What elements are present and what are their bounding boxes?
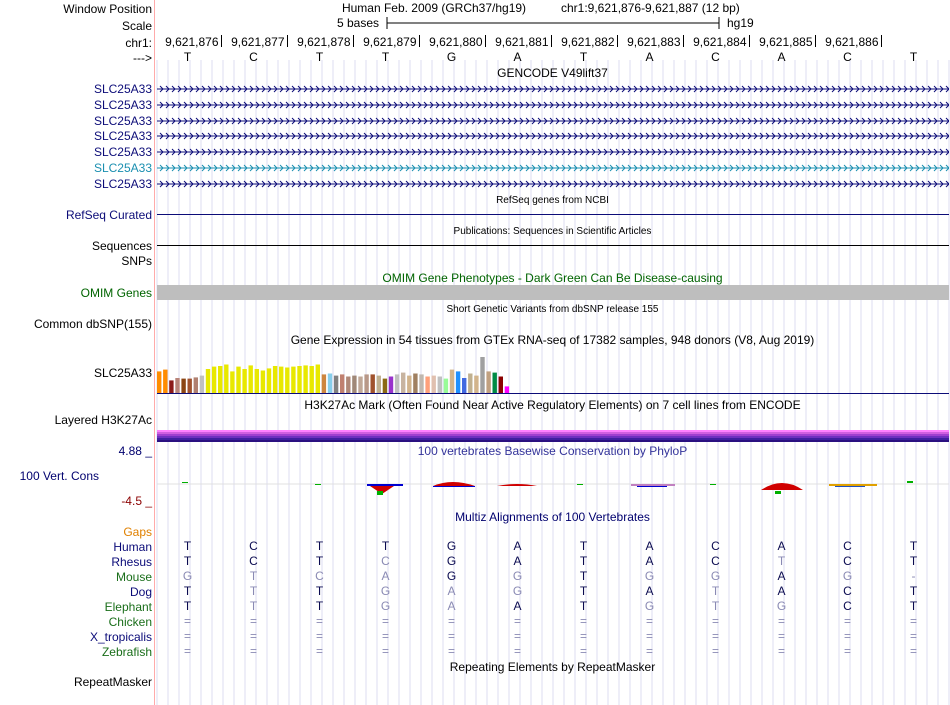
transcript-label[interactable]: SLC25A33 bbox=[93, 129, 152, 143]
species-base: T bbox=[315, 539, 324, 553]
gtex-tissue-bar[interactable] bbox=[206, 369, 210, 393]
species-base: T bbox=[579, 554, 588, 568]
h3k27ac-layered-signal[interactable] bbox=[157, 430, 949, 442]
snps-track-label[interactable]: SNPs bbox=[121, 254, 152, 268]
gtex-tissue-bar[interactable] bbox=[303, 365, 307, 393]
species-base: A bbox=[645, 554, 654, 568]
transcript-label[interactable]: SLC25A33 bbox=[93, 98, 152, 112]
gtex-tissue-bar[interactable] bbox=[444, 379, 448, 393]
gtex-tissue-bar[interactable] bbox=[188, 379, 192, 393]
gtex-tissue-bar[interactable] bbox=[346, 377, 350, 394]
species-base: A bbox=[513, 599, 522, 613]
transcript-label[interactable]: SLC25A33 bbox=[93, 177, 152, 191]
reference-base: C bbox=[711, 50, 720, 64]
gtex-tissue-bar[interactable] bbox=[310, 366, 314, 393]
transcript-strand-line[interactable] bbox=[157, 179, 949, 189]
species-base: T bbox=[315, 599, 324, 613]
species-base: C bbox=[711, 539, 720, 553]
species-base: = bbox=[513, 614, 522, 628]
scale-label: Scale bbox=[121, 19, 152, 33]
cons-min-label: -4.5 _ bbox=[121, 494, 152, 508]
gtex-tissue-bar[interactable] bbox=[212, 367, 216, 393]
species-base: = bbox=[909, 644, 918, 658]
gtex-tissue-bar[interactable] bbox=[486, 371, 490, 393]
multiz-track-title: Multiz Alignments of 100 Vertebrates bbox=[455, 510, 650, 524]
species-base: A bbox=[513, 554, 522, 568]
species-base: = bbox=[843, 629, 852, 643]
dbsnp-track-title: Short Genetic Variants from dbSNP release 155 bbox=[446, 304, 659, 315]
species-base: = bbox=[315, 614, 324, 628]
species-base: = bbox=[249, 614, 258, 628]
refseq-track-title: RefSeq genes from NCBI bbox=[496, 195, 609, 206]
h3k27ac-track-title: H3K27Ac Mark (Often Found Near Active Regulatory Elements) on 7 cell lines from ENCODE bbox=[304, 398, 801, 412]
gtex-tissue-bar[interactable] bbox=[242, 369, 246, 393]
gtex-tissue-bar[interactable] bbox=[352, 376, 356, 393]
repeatmasker-track-label[interactable]: RepeatMasker bbox=[73, 675, 152, 689]
species-base: A bbox=[381, 569, 390, 583]
species-base: = bbox=[645, 629, 654, 643]
species-base: A bbox=[777, 584, 786, 598]
reference-base: C bbox=[249, 50, 258, 64]
reference-base: T bbox=[909, 50, 918, 64]
reference-base: T bbox=[183, 50, 192, 64]
assembly-label: Human Feb. 2009 (GRCh37/hg19) bbox=[341, 1, 527, 15]
reference-base: G bbox=[446, 50, 457, 64]
gtex-track-label[interactable]: SLC25A33 bbox=[93, 366, 152, 380]
species-base: = bbox=[909, 629, 918, 643]
species-base: = bbox=[513, 644, 522, 658]
transcript-strand-line[interactable] bbox=[157, 147, 949, 157]
gtex-tissue-bar[interactable] bbox=[432, 376, 436, 393]
species-base: T bbox=[183, 584, 192, 598]
gtex-tissue-bar[interactable] bbox=[224, 365, 228, 394]
gtex-tissue-bar[interactable] bbox=[505, 386, 509, 393]
phylop-track-title: 100 vertebrates Basewise Conservation by PhyloP bbox=[417, 444, 688, 458]
sequences-line[interactable] bbox=[157, 245, 949, 246]
transcript-label[interactable]: SLC25A33 bbox=[93, 82, 152, 96]
species-base: A bbox=[513, 539, 522, 553]
species-base: G bbox=[644, 599, 655, 613]
omim-track-title: OMIM Gene Phenotypes - Dark Green Can Be Disease-causing bbox=[382, 271, 723, 285]
gtex-tissue-bar[interactable] bbox=[261, 371, 265, 394]
transcript-strand-line[interactable] bbox=[157, 116, 949, 126]
species-base: = bbox=[843, 644, 852, 658]
ruler-position-label: 9,621,884 bbox=[693, 35, 747, 49]
species-base: = bbox=[183, 644, 192, 658]
species-base: = bbox=[315, 629, 324, 643]
species-base: A bbox=[777, 539, 786, 553]
scale-text: 5 bases bbox=[337, 16, 380, 30]
species-base: G bbox=[446, 569, 457, 583]
species-base: = bbox=[909, 614, 918, 628]
gtex-tissue-bar[interactable] bbox=[279, 367, 283, 393]
window-position-label: Window Position bbox=[63, 2, 152, 16]
species-base: G bbox=[842, 569, 853, 583]
species-base: T bbox=[315, 584, 324, 598]
species-base: A bbox=[447, 584, 456, 598]
species-base: T bbox=[249, 569, 258, 583]
phylop-conservation-plot[interactable] bbox=[157, 474, 949, 498]
ruler-position-label: 9,621,879 bbox=[363, 35, 417, 49]
gtex-tissue-bar[interactable] bbox=[194, 377, 198, 393]
species-base: = bbox=[249, 644, 258, 658]
gtex-expression-chart[interactable] bbox=[157, 345, 949, 397]
chromosome-label: chr1: bbox=[125, 36, 152, 50]
species-base: = bbox=[447, 644, 456, 658]
transcript-label[interactable]: SLC25A33 bbox=[93, 114, 152, 128]
transcript-label[interactable]: SLC25A33 bbox=[93, 161, 152, 175]
species-label[interactable]: Chicken bbox=[108, 615, 152, 629]
species-base: = bbox=[513, 629, 522, 643]
species-label[interactable]: X_tropicalis bbox=[89, 630, 152, 644]
species-label[interactable]: Rhesus bbox=[111, 555, 152, 569]
sequences-track-label[interactable]: Sequences bbox=[91, 239, 152, 253]
species-base: = bbox=[645, 614, 654, 628]
species-base: = bbox=[315, 644, 324, 658]
ruler-position-label: 9,621,878 bbox=[297, 35, 351, 49]
species-base: C bbox=[249, 554, 258, 568]
species-base: T bbox=[711, 599, 720, 613]
reference-base: T bbox=[579, 50, 588, 64]
species-base: T bbox=[711, 584, 720, 598]
gtex-tissue-bar[interactable] bbox=[413, 374, 417, 394]
strand-arrow-label: ---> bbox=[133, 51, 152, 65]
gtex-tissue-bar[interactable] bbox=[474, 376, 478, 393]
gaps-label: Gaps bbox=[123, 525, 152, 539]
species-base: = bbox=[447, 614, 456, 628]
gtex-tissue-bar[interactable] bbox=[218, 366, 222, 393]
gtex-tissue-bar[interactable] bbox=[419, 374, 423, 393]
publications-track-title: Publications: Sequences in Scientific Articles bbox=[453, 226, 652, 237]
species-base: T bbox=[579, 599, 588, 613]
species-base: = bbox=[777, 644, 786, 658]
gtex-tissue-bar[interactable] bbox=[230, 371, 234, 393]
gtex-tissue-bar[interactable] bbox=[407, 376, 411, 393]
gtex-tissue-bar[interactable] bbox=[364, 374, 368, 393]
transcript-strand-line[interactable] bbox=[157, 163, 949, 173]
gtex-tissue-bar[interactable] bbox=[480, 357, 484, 393]
species-base: G bbox=[446, 554, 457, 568]
position-label[interactable]: chr1:9,621,876-9,621,887 (12 bp) bbox=[561, 1, 740, 15]
gtex-tissue-bar[interactable] bbox=[181, 379, 185, 393]
species-base: T bbox=[777, 554, 786, 568]
refseq-gene-line[interactable] bbox=[157, 214, 949, 215]
gtex-tissue-bar[interactable] bbox=[334, 376, 338, 393]
species-base: A bbox=[777, 569, 786, 583]
gtex-tissue-bar[interactable] bbox=[285, 368, 289, 394]
species-base: C bbox=[249, 539, 258, 553]
species-base: - bbox=[911, 569, 916, 583]
gtex-tissue-bar[interactable] bbox=[200, 376, 204, 393]
species-base: T bbox=[183, 539, 192, 553]
species-base: = bbox=[711, 614, 720, 628]
species-base: = bbox=[381, 629, 390, 643]
species-label[interactable]: Dog bbox=[129, 585, 152, 599]
ruler-position-label: 9,621,880 bbox=[429, 35, 483, 49]
species-base: G bbox=[710, 569, 721, 583]
species-base: T bbox=[381, 539, 390, 553]
gtex-tissue-bar[interactable] bbox=[249, 365, 253, 393]
ruler-position-label: 9,621,876 bbox=[165, 35, 219, 49]
species-base: C bbox=[711, 554, 720, 568]
scale-db-label: hg19 bbox=[727, 16, 754, 30]
gtex-tissue-bar[interactable] bbox=[291, 367, 295, 393]
gtex-tissue-bar[interactable] bbox=[175, 378, 179, 393]
reference-base: C bbox=[843, 50, 852, 64]
species-base: G bbox=[644, 569, 655, 583]
species-base: = bbox=[579, 644, 588, 658]
h3k27ac-track-label[interactable]: Layered H3K27Ac bbox=[54, 413, 152, 427]
species-base: A bbox=[645, 584, 654, 598]
gtex-tissue-bar[interactable] bbox=[493, 373, 497, 393]
species-base: = bbox=[579, 614, 588, 628]
gtex-tissue-bar[interactable] bbox=[255, 369, 259, 393]
transcript-label[interactable]: SLC25A33 bbox=[93, 145, 152, 159]
gtex-tissue-bar[interactable] bbox=[395, 374, 399, 393]
species-base: G bbox=[380, 599, 391, 613]
ruler-position-label: 9,621,885 bbox=[759, 35, 813, 49]
ruler-position-label: 9,621,886 bbox=[825, 35, 879, 49]
species-base: = bbox=[381, 644, 390, 658]
cons-max-label: 4.88 _ bbox=[118, 444, 152, 458]
reference-base: A bbox=[777, 50, 786, 64]
species-base: C bbox=[843, 539, 852, 553]
species-base: C bbox=[315, 569, 324, 583]
species-base: = bbox=[843, 614, 852, 628]
gtex-track-title: Gene Expression in 54 tissues from GTEx RNA-seq of 17382 samples, 948 donors (V8, Aug 2019) bbox=[290, 333, 815, 347]
species-base: = bbox=[183, 614, 192, 628]
species-base: = bbox=[711, 629, 720, 643]
species-base: = bbox=[183, 629, 192, 643]
species-base: C bbox=[381, 554, 390, 568]
gtex-tissue-bar[interactable] bbox=[322, 374, 326, 393]
species-base: C bbox=[843, 599, 852, 613]
reference-base: A bbox=[513, 50, 522, 64]
species-base: T bbox=[183, 554, 192, 568]
species-label[interactable]: Mouse bbox=[115, 570, 152, 584]
species-base: = bbox=[645, 644, 654, 658]
gtex-tissue-bar[interactable] bbox=[316, 365, 320, 394]
species-base: G bbox=[776, 599, 787, 613]
species-base: T bbox=[909, 554, 918, 568]
ruler-position-label: 9,621,883 bbox=[627, 35, 681, 49]
gtex-tissue-bar[interactable] bbox=[267, 368, 271, 393]
refseq-track-label[interactable]: RefSeq Curated bbox=[65, 208, 152, 222]
transcript-strand-line[interactable] bbox=[157, 100, 949, 110]
gtex-tissue-bar[interactable] bbox=[468, 374, 472, 394]
species-base: = bbox=[381, 614, 390, 628]
gtex-tissue-bar[interactable] bbox=[169, 380, 173, 393]
species-base: = bbox=[777, 614, 786, 628]
repeatmasker-track-title: Repeating Elements by RepeatMasker bbox=[449, 660, 656, 674]
species-base: T bbox=[909, 539, 918, 553]
reference-base: A bbox=[645, 50, 654, 64]
scale-bar bbox=[386, 15, 720, 31]
species-base: T bbox=[579, 539, 588, 553]
species-base: T bbox=[249, 584, 258, 598]
species-base: = bbox=[777, 629, 786, 643]
species-base: G bbox=[380, 584, 391, 598]
species-label[interactable]: Human bbox=[113, 540, 152, 554]
species-base: T bbox=[579, 569, 588, 583]
species-base: G bbox=[512, 584, 523, 598]
gtex-tissue-bar[interactable] bbox=[401, 373, 405, 393]
gtex-tissue-bar[interactable] bbox=[462, 378, 466, 393]
gtex-tissue-bar[interactable] bbox=[371, 374, 375, 393]
transcript-strand-line[interactable] bbox=[157, 84, 949, 94]
species-base: T bbox=[909, 584, 918, 598]
species-label[interactable]: Elephant bbox=[104, 600, 152, 614]
species-base: C bbox=[843, 584, 852, 598]
gtex-tissue-bar[interactable] bbox=[456, 371, 460, 393]
cons-track-label[interactable]: 100 Vert. Cons bbox=[19, 469, 99, 483]
gtex-tissue-bar[interactable] bbox=[340, 374, 344, 393]
gtex-tissue-bar[interactable] bbox=[358, 377, 362, 394]
label-column-separator bbox=[154, 0, 155, 705]
omim-track-label[interactable]: OMIM Genes bbox=[80, 286, 152, 300]
ruler-position-label: 9,621,881 bbox=[495, 35, 549, 49]
species-base: A bbox=[645, 539, 654, 553]
gtex-tissue-bar[interactable] bbox=[163, 370, 167, 393]
gtex-tissue-bar[interactable] bbox=[273, 366, 277, 393]
species-base: A bbox=[447, 599, 456, 613]
species-base: = bbox=[249, 629, 258, 643]
species-label[interactable]: Zebrafish bbox=[101, 645, 152, 659]
species-base: T bbox=[579, 584, 588, 598]
species-base: = bbox=[447, 629, 456, 643]
gtex-tissue-bar[interactable] bbox=[425, 377, 429, 394]
ruler-position-label: 9,621,877 bbox=[231, 35, 285, 49]
gtex-tissue-bar[interactable] bbox=[236, 367, 240, 393]
gtex-tissue-bar[interactable] bbox=[383, 379, 387, 393]
species-base: = bbox=[711, 644, 720, 658]
reference-base: T bbox=[381, 50, 390, 64]
transcript-strand-line[interactable] bbox=[157, 131, 949, 141]
gtex-tissue-bar[interactable] bbox=[297, 366, 301, 393]
gtex-tissue-bar[interactable] bbox=[438, 377, 442, 394]
species-base: T bbox=[183, 599, 192, 613]
ruler-tick bbox=[881, 35, 882, 47]
omim-gene-block[interactable] bbox=[157, 285, 949, 300]
gtex-tissue-bar[interactable] bbox=[157, 371, 161, 393]
gtex-tissue-bar[interactable] bbox=[499, 377, 503, 394]
species-base: G bbox=[512, 569, 523, 583]
species-base: T bbox=[315, 554, 324, 568]
gencode-track-title: GENCODE V49lift37 bbox=[497, 66, 608, 80]
species-base: T bbox=[909, 599, 918, 613]
species-base: C bbox=[843, 554, 852, 568]
species-base: T bbox=[249, 599, 258, 613]
species-base: = bbox=[579, 629, 588, 643]
gtex-tissue-bar[interactable] bbox=[389, 377, 393, 394]
reference-base: T bbox=[315, 50, 324, 64]
gtex-tissue-bar[interactable] bbox=[450, 370, 454, 393]
species-base: G bbox=[182, 569, 193, 583]
dbsnp-track-label[interactable]: Common dbSNP(155) bbox=[33, 317, 152, 331]
species-base: G bbox=[446, 539, 457, 553]
gtex-tissue-bar[interactable] bbox=[377, 376, 381, 393]
ruler-position-label: 9,621,882 bbox=[561, 35, 615, 49]
gtex-tissue-bar[interactable] bbox=[328, 374, 332, 394]
